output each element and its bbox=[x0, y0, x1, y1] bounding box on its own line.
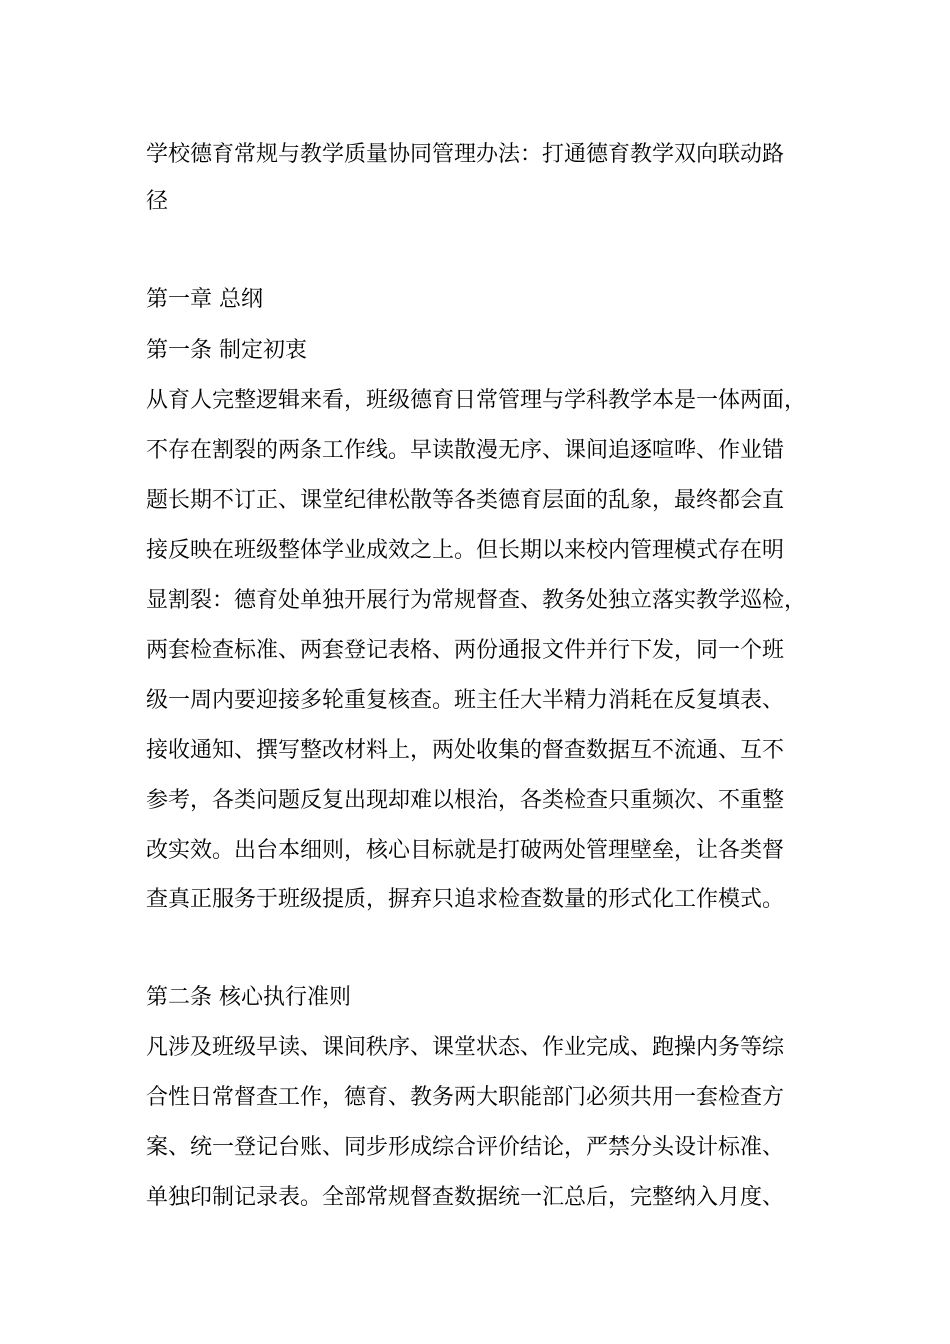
article-1-text-line: 参考，各类问题反复出现却难以根治，各类检查只重频次、不重整 bbox=[146, 788, 785, 813]
article-2-text-line: 单独印制记录表。全部常规督查数据统一汇总后，完整纳入月度、 bbox=[146, 1185, 785, 1210]
article-2-text-line: 合性日常督查工作，德育、教务两大职能部门必须共用一套检查方 bbox=[146, 1085, 785, 1110]
article-1-text-line: 接反映在班级整体学业成效之上。但长期以来校内管理模式存在明 bbox=[146, 538, 785, 563]
article-2-text-line: 案、统一登记台账、同步形成综合评价结论，严禁分头设计标准、 bbox=[146, 1135, 785, 1160]
article-2-text-line: 凡涉及班级早读、课间秩序、课堂状态、作业完成、跑操内务等综 bbox=[146, 1035, 785, 1060]
article-1-text-line: 接收通知、撰写整改材料上，两处收集的督查数据互不流通、互不 bbox=[146, 738, 785, 763]
document-title-line-1: 学校德育常规与教学质量协同管理办法：打通德育教学双向联动路 bbox=[146, 142, 785, 167]
article-2-heading: 第二条 核心执行准则 bbox=[146, 985, 351, 1010]
document-title-line-2: 径 bbox=[146, 189, 169, 214]
article-1-text-line: 级一周内要迎接多轮重复核查。班主任大半精力消耗在反复填表、 bbox=[146, 688, 785, 713]
article-1-text-line: 显割裂：德育处单独开展行为常规督查、教务处独立落实教学巡检， bbox=[146, 588, 807, 613]
article-1-text-line: 改实效。出台本细则，核心目标就是打破两处管理壁垒，让各类督 bbox=[146, 838, 785, 863]
article-1-text-line: 两套检查标准、两套登记表格、两份通报文件并行下发，同一个班 bbox=[146, 638, 785, 663]
chapter-heading: 第一章 总纲 bbox=[146, 287, 263, 312]
article-1-text-line: 从育人完整逻辑来看，班级德育日常管理与学科教学本是一体两面， bbox=[146, 388, 807, 413]
article-1-heading: 第一条 制定初衷 bbox=[146, 338, 307, 363]
article-1-text-line: 题长期不订正、课堂纪律松散等各类德育层面的乱象，最终都会直 bbox=[146, 488, 785, 513]
article-1-text-line: 查真正服务于班级提质，摒弃只追求检查数量的形式化工作模式。 bbox=[146, 887, 785, 912]
article-1-text-line: 不存在割裂的两条工作线。早读散漫无序、课间追逐喧哗、作业错 bbox=[146, 438, 785, 463]
